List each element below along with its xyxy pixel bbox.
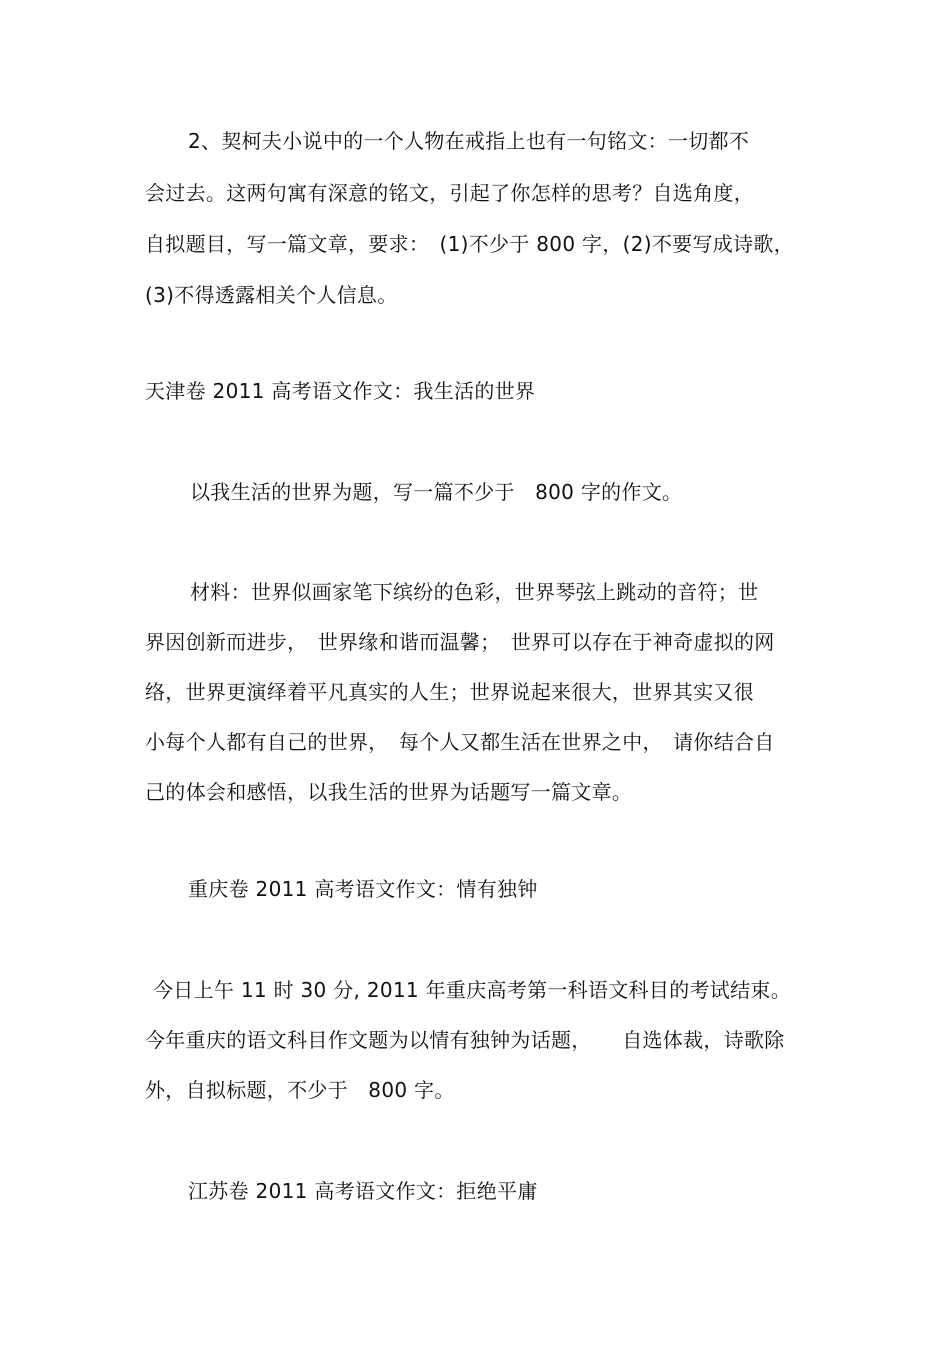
paragraph-line: 材料：世界似画家笔下缤纷的色彩，世界琴弦上跳动的音符；世 [190, 580, 759, 604]
paragraph-line: 自拟题目，写一篇文章，要求： (1)不少于 800 字，(2)不要写成诗歌， [145, 232, 794, 256]
paragraph-line: (3)不得透露相关个人信息。 [145, 283, 398, 307]
section-heading: 重庆卷 2011 高考语文作文：情有独钟 [188, 877, 538, 901]
paragraph-line: 界因创新而进步， 世界缘和谐而温馨； 世界可以存在于神奇虚拟的网 [145, 630, 775, 654]
section-heading: 天津卷 2011 高考语文作文：我生活的世界 [145, 379, 536, 403]
paragraph-line: 今日上午 11 时 30 分, 2011 年重庆高考第一科语文科目的考试结束。 [153, 978, 791, 1002]
paragraph-line: 络，世界更演绎着平凡真实的人生；世界说起来很大，世界其实又很 [145, 680, 754, 704]
paragraph-line: 以我生活的世界为题，写一篇不少于 800 字的作文。 [190, 480, 683, 504]
paragraph-line: 2、契柯夫小说中的一个人物在戒指上也有一句铭文：一切都不 [188, 129, 750, 153]
paragraph-line: 今年重庆的语文科目作文题为以情有独钟为话题， 自选体裁，诗歌除 [145, 1028, 785, 1052]
paragraph-line: 外，自拟标题，不少于 800 字。 [145, 1078, 455, 1102]
paragraph-line: 己的体会和感悟，以我生活的世界为话题写一篇文章。 [145, 780, 633, 804]
paragraph-line: 小每个人都有自己的世界， 每个人又都生活在世界之中， 请你结合自 [145, 730, 775, 754]
paragraph-line: 会过去。这两句寓有深意的铭文，引起了你怎样的思考？自选角度， [145, 181, 754, 205]
section-heading: 江苏卷 2011 高考语文作文：拒绝平庸 [188, 1179, 538, 1203]
